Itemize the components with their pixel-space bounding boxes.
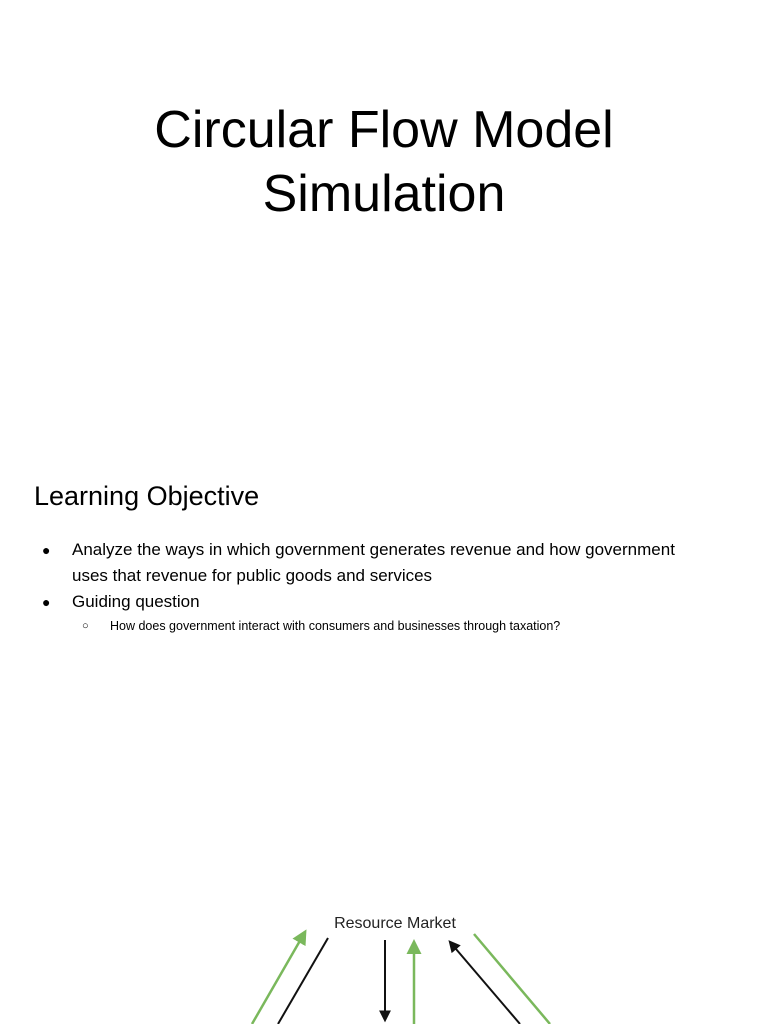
green-flow-arrow-left [252, 932, 305, 1024]
circular-flow-diagram-slide [0, 896, 768, 1024]
slide-title-line-1: Circular Flow Model [154, 101, 614, 159]
learning-objective-heading: Learning Objective [34, 481, 260, 511]
bullet-analyze-text: Analyze the ways in which government generates revenue and how government uses that revenue for public goods and services [72, 540, 675, 585]
bullet-guiding-question [0, 589, 700, 637]
green-flow-line-right [474, 934, 550, 1024]
bullet-analyze [0, 537, 700, 589]
bullet-guiding-question-text: Guiding question [72, 592, 200, 611]
sub-bullet-marker: ○ [82, 620, 89, 632]
circular-flow-diagram [0, 896, 768, 1024]
bullet-marker: ● [42, 542, 51, 558]
objective-bullet-list [0, 537, 700, 637]
bullet-marker: ● [42, 594, 51, 610]
black-flow-line-left [278, 938, 328, 1024]
sub-bullet-taxation-question-text: How does government interact with consumers and businesses through taxation? [110, 619, 561, 633]
resource-market-label: Resource Market [334, 915, 456, 932]
slide-title [0, 98, 768, 226]
sub-bullet-list [72, 615, 700, 637]
title-slide [0, 0, 768, 440]
black-flow-arrow-right [450, 942, 520, 1024]
slide-title-line-2: Simulation [262, 165, 506, 223]
sub-bullet-taxation-question [72, 615, 700, 637]
learning-objective-slide [0, 460, 768, 880]
